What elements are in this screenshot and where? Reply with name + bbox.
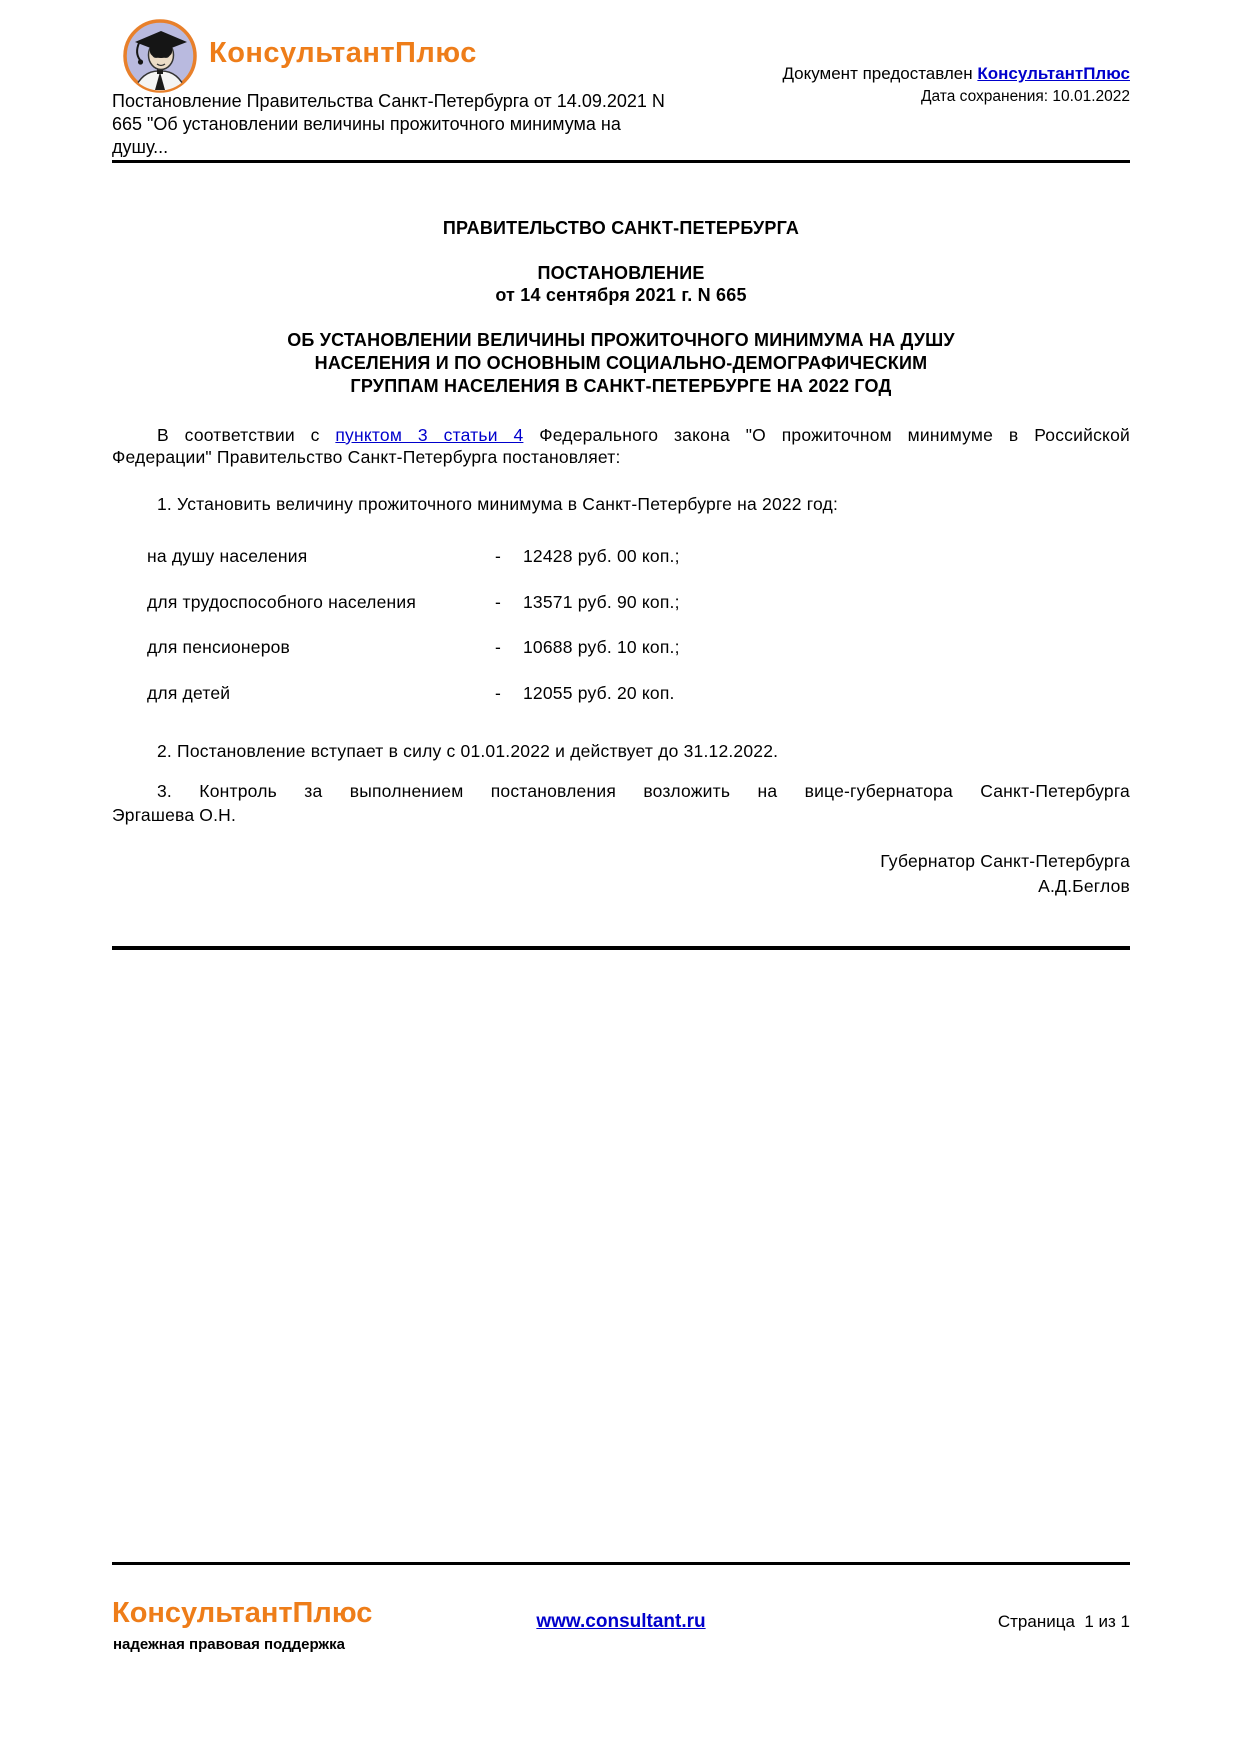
resolution-subject: [112, 329, 1130, 398]
intro-text-line2: Федерации" Правительство Санкт-Петербурга постановляет:: [112, 447, 621, 467]
content-divider: [112, 946, 1130, 950]
minimum-table: [112, 546, 1130, 728]
item-3-text: [112, 779, 1130, 827]
footer-url-wrap: [112, 1611, 1130, 1633]
row-label: для трудоспособного населения: [147, 591, 417, 612]
table-row: [112, 592, 1130, 638]
row-dash: -: [495, 637, 502, 657]
resolution-date: от 14 сентября 2021 г. N 665: [495, 285, 747, 305]
provided-prefix: Документ предоставлен: [782, 64, 978, 83]
row-value: 12055 руб. 20 коп.: [523, 682, 675, 703]
table-row: [112, 683, 1130, 729]
row-value: 13571 руб. 90 коп.;: [523, 591, 680, 612]
signature-title: Губернатор Санкт-Петербурга: [880, 851, 1130, 871]
resolution-subject-line: ГРУППАМ НАСЕЛЕНИЯ В САНКТ-ПЕТЕРБУРГЕ НА 2022 ГОД: [350, 376, 892, 396]
resolution-title: ПОСТАНОВЛЕНИЕ: [537, 263, 705, 283]
header-brand-wordmark: КонсультантПлюс: [209, 37, 477, 69]
consultantplus-link[interactable]: КонсультантПлюс: [977, 64, 1130, 83]
signature-block: [880, 849, 1130, 899]
row-dash: -: [495, 546, 502, 566]
row-label: для пенсионеров: [147, 637, 291, 657]
intro-text-pre: В соответствии с: [157, 425, 336, 445]
row-value: 10688 руб. 10 коп.;: [523, 637, 680, 657]
intro-paragraph: [112, 424, 1130, 468]
row-label: для детей: [147, 682, 231, 703]
scholar-logo-icon: [122, 18, 198, 94]
signature-name: А.Д.Беглов: [1038, 876, 1130, 896]
document-header-title-line: душу...: [112, 137, 169, 157]
document-header-title: [112, 90, 732, 159]
item-1-text: 1. Установить величину прожиточного минимума в Санкт-Петербурге на 2022 год:: [157, 494, 839, 514]
table-row: [112, 637, 1130, 683]
save-date: Дата сохранения: 10.01.2022: [921, 88, 1130, 105]
resolution-subject-line: НАСЕЛЕНИЯ И ПО ОСНОВНЫМ СОЦИАЛЬНО-ДЕМОГРАФИЧЕСКИМ: [314, 353, 928, 373]
footer-tagline: надежная правовая поддержка: [113, 1636, 345, 1653]
page-counter: Страница 1 из 1: [997, 1612, 1130, 1631]
table-row: [112, 546, 1130, 592]
document-header-title-line: 665 "Об установлении величины прожиточного минимума на: [112, 114, 621, 134]
government-title: ПРАВИТЕЛЬСТВО САНКТ-ПЕТЕРБУРГА: [442, 218, 800, 238]
footer-divider: [112, 1562, 1130, 1565]
law-link[interactable]: пунктом 3 статьи 4: [335, 425, 524, 445]
document-header-title-line: Постановление Правительства Санкт-Петербурга от 14.09.2021 N: [112, 91, 665, 111]
row-dash: -: [495, 591, 502, 612]
row-dash: -: [495, 682, 502, 703]
document-provided-text: [782, 64, 1130, 84]
footer-brand-wordmark: КонсультантПлюс: [112, 1597, 373, 1629]
item-3-line1: 3. Контроль за выполнением постановления возложить на вице-губернатора Санкт-Петербурга: [157, 781, 1130, 801]
item-2-text: 2. Постановление вступает в силу с 01.01.2022 и действует до 31.12.2022.: [157, 741, 779, 761]
resolution-subject-line: ОБ УСТАНОВЛЕНИИ ВЕЛИЧИНЫ ПРОЖИТОЧНОГО МИНИМУМА НА ДУШУ: [287, 330, 955, 350]
item-3-line2: Эргашева О.Н.: [112, 805, 237, 825]
row-value: 12428 руб. 00 коп.;: [523, 546, 680, 566]
intro-text-post: Федерального закона "О прожиточном минимуме в Российской: [523, 425, 1130, 445]
header-divider: [112, 160, 1130, 163]
consultant-site-link[interactable]: www.consultant.ru: [536, 1611, 706, 1632]
row-label: на душу населения: [147, 546, 308, 566]
